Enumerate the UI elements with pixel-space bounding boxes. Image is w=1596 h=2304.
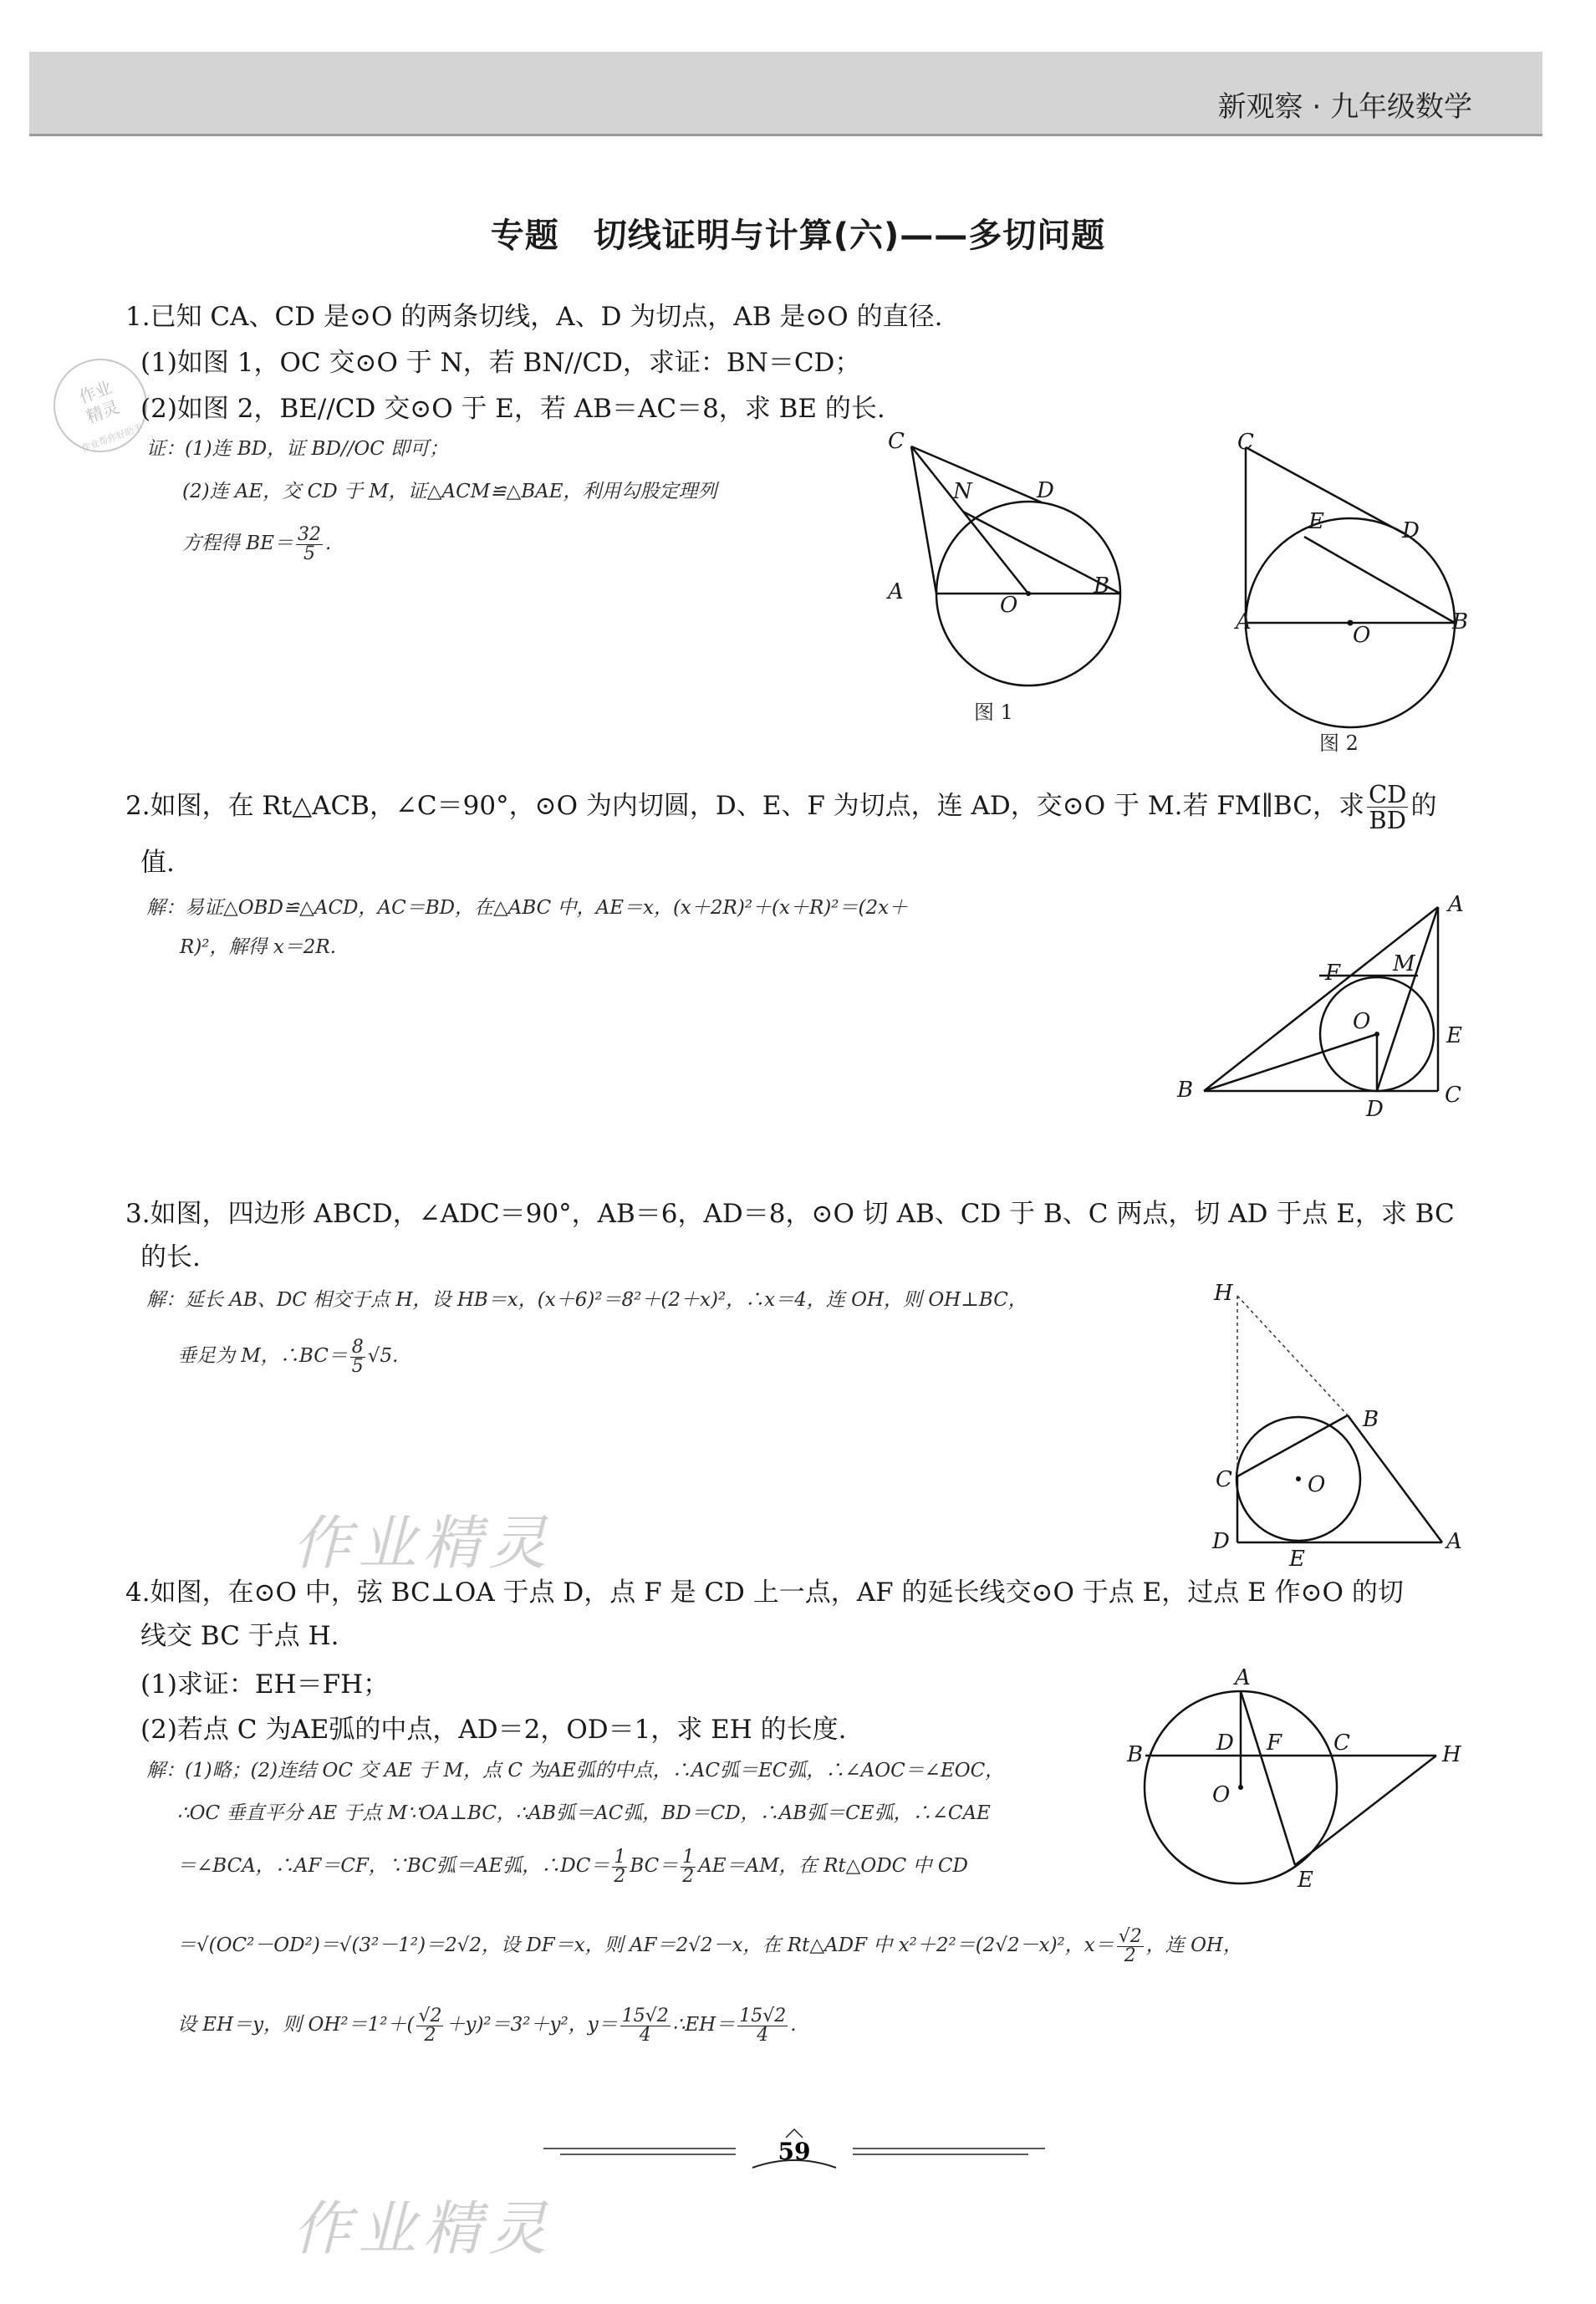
label-C: C: [1333, 1731, 1350, 1756]
fraction-numerator: √2: [418, 2005, 442, 2026]
fraction-denominator: BD: [1369, 806, 1406, 834]
watermark-bottom: 作业精灵: [293, 2194, 553, 2263]
q1-solution-line1: 证：(1)连 BD，证 BD//OC 即可；: [146, 438, 449, 460]
fraction-denominator: 2: [1124, 1945, 1136, 1966]
label-F: F: [1267, 1731, 1282, 1756]
book-series-title: 新观察 · 九年级数学: [1217, 90, 1472, 124]
q4-stem-line2: 线交 BC 于点 H.: [140, 1621, 339, 1651]
label-D: D: [1037, 478, 1054, 503]
q4-sol3-text-b: BC＝: [630, 1855, 679, 1877]
q1-stem: 1.已知 CA、CD 是⊙O 的两条切线，A、D 为切点，AB 是⊙O 的直径.: [125, 302, 943, 332]
fraction-denominator: 2: [424, 2024, 436, 2046]
q4-half-fraction-1: [612, 1848, 627, 1886]
fraction-numerator: 15√2: [621, 2005, 669, 2026]
fraction-denominator: 5: [351, 1355, 364, 1377]
q3-figure: [1204, 1279, 1480, 1580]
q4-solution-line5: [177, 2006, 797, 2045]
label-O: O: [1000, 593, 1018, 618]
label-D: D: [1366, 1097, 1384, 1122]
center-point: [1296, 1476, 1301, 1481]
q3-sol2-end: √5.: [367, 1345, 399, 1367]
fraction-numerator: 15√2: [739, 2005, 787, 2026]
fraction-numerator: √2: [1118, 1925, 1142, 1947]
q4-eh-fraction: [737, 2007, 788, 2045]
figure-1-caption: 图 1: [974, 701, 1013, 724]
q4-sol5-text-a: 设 EH＝y，则 OH²＝1²＋(: [177, 2014, 415, 2036]
q2-cd-bd-fraction: [1367, 782, 1408, 833]
fraction-denominator: 2: [614, 1865, 626, 1887]
q4-sol4-text-b: ，连 OH，: [1145, 1934, 1242, 1956]
label-O: O: [1308, 1472, 1326, 1497]
q2-stem-line2: 值.: [140, 848, 175, 878]
q4-r2-fraction: [416, 2007, 443, 2045]
label-C: C: [1216, 1467, 1232, 1492]
fraction-denominator: 4: [639, 2024, 651, 2046]
label-D: D: [1216, 1731, 1234, 1756]
center-point: [1238, 1785, 1243, 1790]
label-M: M: [1393, 951, 1415, 976]
label-B: B: [1452, 609, 1469, 635]
q4-solution-line3: [177, 1848, 968, 1886]
q2-stem-text: 2.如图，在 Rt△ACB，∠C＝90°，⊙O 为内切圆，D、E、F 为切点，连 AD，交⊙O 于 M.若 FM∥BC，求: [125, 791, 1364, 821]
q4-x-fraction: [1117, 1925, 1144, 1966]
q1-figure-1: [869, 426, 1137, 736]
label-A: A: [1446, 1529, 1462, 1554]
stamp-text-bottom: 作业帮你好助手: [79, 421, 145, 455]
label-D: D: [1212, 1529, 1230, 1554]
label-B: B: [1363, 1407, 1379, 1432]
label-E: E: [1446, 1023, 1462, 1048]
fraction-numerator: 1: [614, 1846, 626, 1868]
footer-ornament: [535, 2128, 1053, 2186]
label-C: C: [1445, 1083, 1461, 1108]
q4-solution-line4: [177, 1927, 1242, 1965]
q3-solution-line2: [177, 1338, 398, 1376]
label-O: O: [1353, 623, 1371, 648]
q4-sol5-text-c: ∴EH＝: [672, 2014, 736, 2036]
label-D: D: [1402, 518, 1420, 543]
q2-figure: [1162, 886, 1480, 1129]
q4-solution-line1: 解：(1)略；(2)连结 OC 交 AE 于 M，点 C 为AE弧的中点，∴AC弧＝EC弧，∴∠AOC＝∠EOC，: [146, 1760, 1005, 1782]
page-title: 专题 切线证明与计算(六)——多切问题: [490, 217, 1106, 255]
q4-y-fraction: [620, 2007, 671, 2045]
label-A: A: [888, 579, 904, 604]
q2-stem-line1: [125, 782, 1436, 833]
q4-sol4-text-a: ＝√(OC²－OD²)＝√(3²－1²)＝2√2，设 DF＝x，则 AF＝2√2－x，在 Rt△ADF 中 x²＋2²＝(2√2－x)²，x＝: [177, 1934, 1114, 1956]
q3-stem-line2: 的长.: [140, 1242, 201, 1272]
q4-solution-line2: ∴OC 垂直平分 AE 于点 M∵OA⊥BC，∴AB弧＝AC弧，BD＝CD，∴AB弧＝CE弧，∴∠CAE: [177, 1802, 991, 1824]
q1-sol3-end: .: [325, 533, 332, 554]
q1-solution-line3: [182, 525, 331, 563]
page-number: 59: [778, 2138, 811, 2165]
fraction-denominator: 5: [303, 543, 316, 564]
label-O: O: [1212, 1782, 1231, 1807]
q1-be-fraction: [296, 523, 323, 564]
stamp-watermark: [46, 351, 155, 460]
q2-solution-line1: 解：易证△OBD≌△ACD，AC＝BD，在△ABC 中，AE＝x，(x＋2R)²＋(x＋R)²＝(2x＋: [146, 897, 909, 919]
label-C: C: [888, 429, 905, 454]
q4-figure: [1120, 1659, 1471, 1902]
q4-sol3-text-a: ＝∠BCA，∴AF＝CF，∵BC弧＝AE弧，∴DC＝: [177, 1855, 610, 1877]
label-H: H: [1442, 1742, 1461, 1767]
label-E: E: [1308, 509, 1324, 534]
watermark-middle: 作业精灵: [293, 1509, 553, 1578]
q1-figure-2: [1221, 426, 1488, 761]
q3-sol2-text: 垂足为 M，∴BC＝: [177, 1345, 348, 1367]
label-H: H: [1214, 1281, 1233, 1306]
label-E: E: [1289, 1547, 1305, 1572]
label-C: C: [1237, 430, 1254, 455]
fraction-numerator: CD: [1368, 780, 1407, 808]
q1-solution-line2: (2)连 AE，交 CD 于 M，证△ACM≌△BAE，利用勾股定理列: [182, 481, 717, 502]
q4-sol5-text-d: .: [790, 2014, 797, 2036]
q1-part1: (1)如图 1，OC 交⊙O 于 N，若 BN//CD，求证：BN＝CD；: [140, 348, 861, 378]
label-O: O: [1353, 1009, 1371, 1034]
fraction-numerator: 8: [351, 1336, 364, 1358]
stamp-text-top: 作业: [76, 376, 115, 408]
q1-part2: (2)如图 2，BE//CD 交⊙O 于 E，若 AB＝AC＝8，求 BE 的长.: [140, 394, 885, 424]
label-B: B: [1094, 573, 1110, 599]
label-N: N: [953, 479, 972, 504]
label-B: B: [1127, 1742, 1144, 1767]
label-A: A: [1235, 1665, 1251, 1690]
q4-stem-line1: 4.如图，在⊙O 中，弦 BC⊥OA 于点 D，点 F 是 CD 上一点，AF 的延长线交⊙O 于点 E，过点 E 作⊙O 的切: [125, 1578, 1404, 1608]
q4-part2: (2)若点 C 为AE弧的中点，AD＝2，OD＝1，求 EH 的长度.: [140, 1715, 847, 1745]
fraction-numerator: 32: [298, 523, 322, 545]
q4-half-fraction-2: [681, 1848, 696, 1886]
header-rule: [29, 134, 1542, 136]
q4-part1: (1)求证：EH＝FH；: [140, 1669, 390, 1700]
q4-sol5-text-b: ＋y)²＝3²＋y²，y＝: [446, 2014, 618, 2036]
q3-bc-fraction: [350, 1338, 365, 1376]
label-E: E: [1298, 1868, 1313, 1893]
label-F: F: [1325, 961, 1341, 986]
label-B: B: [1177, 1078, 1194, 1103]
label-A: A: [1236, 609, 1252, 635]
fraction-numerator: 1: [682, 1846, 695, 1868]
fraction-denominator: 4: [757, 2024, 769, 2046]
q2-solution-line2: R)²，解得 x＝2R.: [180, 936, 337, 958]
center-point: [1026, 591, 1031, 596]
stamp-text-mid: 精灵: [83, 396, 122, 427]
q3-stem-line1: 3.如图，四边形 ABCD，∠ADC＝90°，AB＝6，AD＝8，⊙O 切 AB、CD 于 B、C 两点，切 AD 于点 E，求 BC: [125, 1199, 1455, 1229]
q3-solution-line1: 解：延长 AB、DC 相交于点 H，设 HB＝x，(x＋6)²＝8²＋(2＋x)²，∴x＝4，连 OH，则 OH⊥BC，: [146, 1289, 1027, 1311]
figure-2-caption: 图 2: [1319, 731, 1359, 755]
q2-stem-end: 的: [1410, 791, 1437, 821]
label-A: A: [1448, 892, 1464, 917]
q4-sol3-text-c: AE＝AM，在 Rt△ODC 中 CD: [698, 1855, 968, 1877]
q1-sol3-text: 方程得 BE＝: [182, 533, 294, 554]
fraction-denominator: 2: [682, 1865, 695, 1887]
center-point: [1374, 1032, 1379, 1037]
